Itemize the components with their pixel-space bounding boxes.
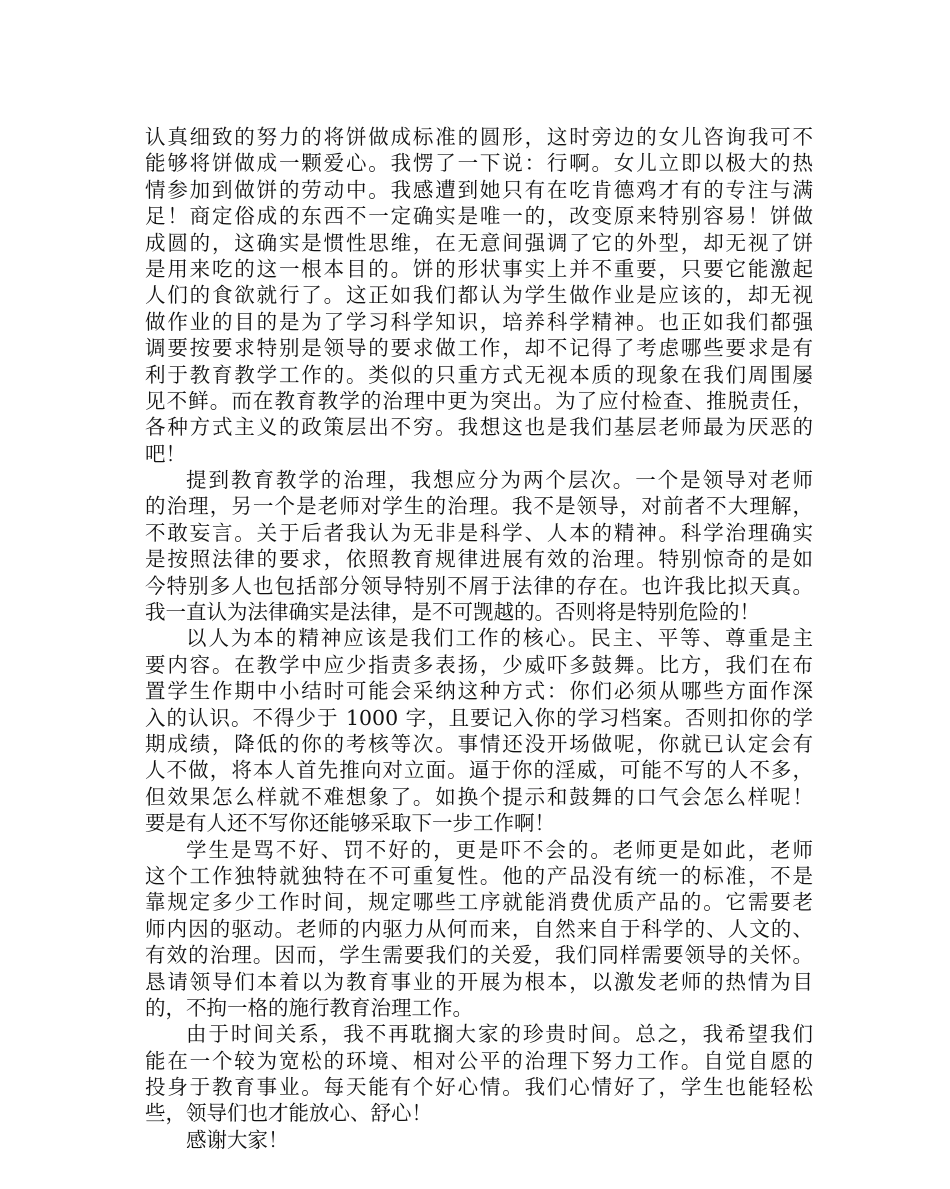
text-line: 能在一个较为宽松的环境、相对公平的治理下努力工作。自觉自愿的 — [145, 1048, 813, 1073]
paragraph-6 — [145, 1127, 813, 1153]
paragraph-4 — [145, 837, 813, 1022]
text-line: 靠规定多少工作时间，规定哪些工序就能消费优质产品的。它需要老 — [145, 890, 813, 915]
text-line: 提到教育教学的治理，我想应分为两个层次。一个是领导对老师 — [186, 468, 813, 493]
text-line: 人们的食欲就行了。这正如我们都认为学生做作业是应该的，却无视 — [145, 283, 813, 308]
text-line: 是按照法律的要求，依照教育规律进展有效的治理。特别惊奇的是如 — [145, 547, 813, 572]
text-line: 的，不拘一格的施行教育治理工作。 — [145, 995, 473, 1020]
text-line: 些，领导们也才能放心、舒心！ — [145, 1101, 432, 1126]
paragraph-2 — [145, 467, 813, 625]
text-line: 但效果怎么样就不难想象了。如换个提示和鼓舞的口气会怎么样呢！ — [145, 784, 813, 809]
text-line: 我一直认为法律确实是法律，是不可觊越的。否则将是特别危险的！ — [145, 600, 760, 625]
text-line: 要是有人还不写你还能够采取下一步工作啊！ — [145, 811, 555, 836]
text-line: 足！商定俗成的东西不一定确实是唯一的，改变原来特别容易！饼做 — [145, 204, 813, 229]
text-line: 吧！ — [145, 441, 186, 466]
text-line: 以人为本的精神应该是我们工作的核心。民主、平等、尊重是主 — [186, 626, 813, 651]
text-line: 情参加到做饼的劳动中。我感遭到她只有在吃肯德鸡才有的专注与满 — [145, 177, 813, 202]
text-line: 利于教育教学工作的。类似的只重方式无视本质的现象在我们周围屡 — [145, 362, 813, 387]
text-line: 认真细致的努力的将饼做成标准的圆形，这时旁边的女儿咨询我可不 — [145, 125, 813, 149]
text-line: 人不做，将本人首先推向对立面。逼于你的淫威，可能不写的人不多， — [145, 758, 813, 783]
text-line: 投身于教育事业。每天能有个好心情。我们心情好了，学生也能轻松 — [145, 1075, 813, 1100]
text-line: 见不鲜。而在教育教学的治理中更为突出。为了应付检查、推脱责任， — [145, 388, 813, 413]
text-line: 做作业的目的是为了学习科学知识，培养科学精神。也正如我们都强 — [145, 309, 813, 334]
paragraph-5 — [145, 1021, 813, 1127]
text-line: 这个工作独特就独特在不可重复性。他的产品没有统一的标准，不是 — [145, 863, 813, 888]
text-line: 能够将饼做成一颗爱心。我愣了一下说：行啊。女儿立即以极大的热 — [145, 151, 813, 176]
text-line: 调要按要求特别是领导的要求做工作，却不记得了考虑哪些要求是有 — [145, 336, 813, 361]
text-line: 是用来吃的这一根本目的。饼的形状事实上并不重要，只要它能激起 — [145, 256, 813, 281]
text-line: 的治理，另一个是老师对学生的治理。我不是领导，对前者不大理解， — [145, 494, 813, 519]
text-line: 恳请领导们本着以为教育事业的开展为根本，以激发老师的热情为目 — [145, 969, 813, 994]
text-line: 期成绩，降低的你的考核等次。事情还没开场做呢，你就已认定会有 — [145, 731, 813, 756]
text-line: 置学生作期中小结时可能会采纳这种方式：你们必须从哪些方面作深 — [145, 679, 813, 704]
text-line: 成圆的，这确实是惯性思维，在无意间强调了它的外型，却无视了饼 — [145, 230, 813, 255]
text-line: 师内因的驱动。老师的内驱力从何而来，自然来自于科学的、人文的、 — [145, 916, 813, 941]
text-line: 要内容。在教学中应少指责多表扬，少威吓多鼓舞。比方，我们在布 — [145, 652, 813, 677]
text-line: 由于时间关系，我不再耽搁大家的珍贵时间。总之，我希望我们 — [186, 1022, 813, 1047]
document-page — [145, 124, 813, 1153]
paragraph-3 — [145, 625, 813, 836]
text-line: 不敢妄言。关于后者我认为无非是科学、人本的精神。科学治理确实 — [145, 520, 813, 545]
text-line: 各种方式主义的政策层出不穷。我想这也是我们基层老师最为厌恶的 — [145, 415, 813, 440]
text-line: 学生是骂不好、罚不好的，更是吓不会的。老师更是如此，老师 — [186, 837, 813, 862]
text-line: 今特别多人也包括部分领导特别不屑于法律的存在。也许我比拟天真。 — [145, 573, 813, 598]
text-line: 入的认识。不得少于 1000 字，且要记入你的学习档案。否则扣你的学 — [145, 705, 813, 730]
paragraph-1 — [145, 124, 813, 467]
text-line: 有效的治理。因而，学生需要我们的关爱，我们同样需要领导的关怀。 — [145, 943, 813, 968]
text-line: 感谢大家！ — [186, 1127, 289, 1152]
